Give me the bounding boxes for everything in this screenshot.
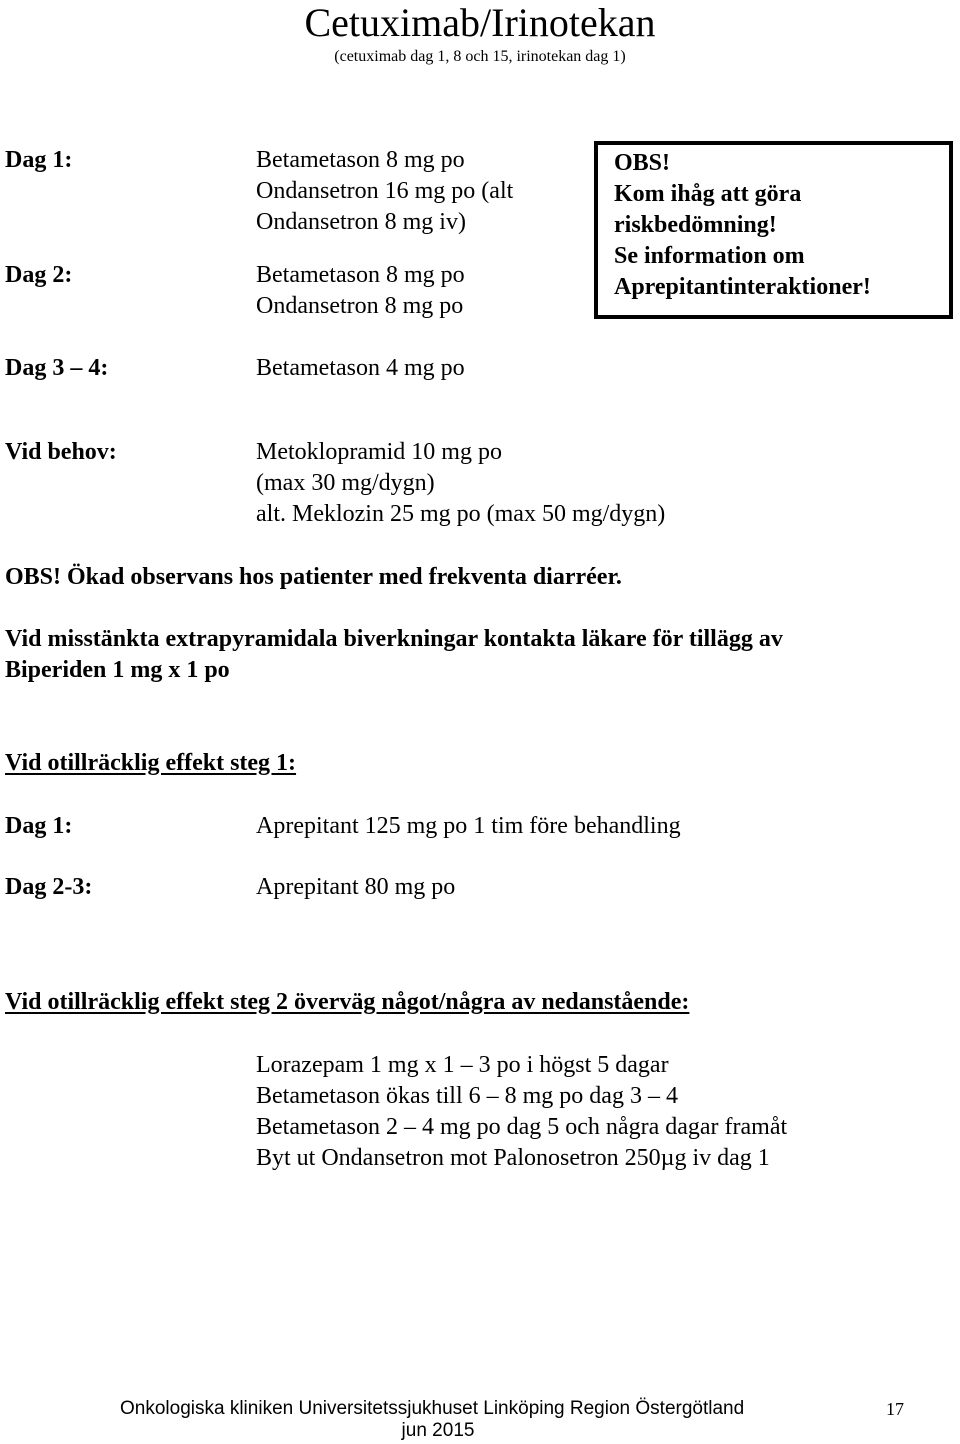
obs-box-line: Aprepitantinteraktioner! — [614, 274, 871, 300]
page-number: 17 — [886, 1399, 904, 1419]
step1-heading: Vid otillräcklig effekt steg 1: — [5, 750, 297, 776]
step2-line: Betametason ökas till 6 – 8 mg po dag 3 – 4 — [256, 1083, 678, 1109]
page-subtitle: (cetuximab dag 1, 8 och 15, irinotekan dag 1) — [334, 48, 626, 65]
schedule-line: Ondansetron 8 mg iv) — [256, 209, 466, 235]
obs-diarrhea-note: OBS! Ökad observans hos patienter med frekventa diarréer. — [5, 564, 622, 590]
obs-box-line: Se information om — [614, 243, 805, 269]
schedule-label-dag-3-4: Dag 3 – 4: — [5, 355, 109, 381]
schedule-line: Metoklopramid 10 mg po — [256, 439, 502, 465]
schedule-label-dag-1: Dag 1: — [5, 147, 73, 173]
step2-heading: Vid otillräcklig effekt steg 2 överväg något/några av nedanstående: — [5, 989, 690, 1015]
schedule-line: Betametason 8 mg po — [256, 262, 465, 288]
footer-date: jun 2015 — [401, 1420, 475, 1441]
step2-line: Byt ut Ondansetron mot Palonosetron 250µg iv dag 1 — [256, 1145, 770, 1171]
extrapyramidal-note-line-2: Biperiden 1 mg x 1 po — [5, 657, 230, 683]
step1-text: Aprepitant 80 mg po — [256, 874, 456, 900]
schedule-line: Ondansetron 8 mg po — [256, 293, 464, 319]
schedule-label-vid-behov: Vid behov: — [5, 439, 117, 465]
obs-box-line: Kom ihåg att göra — [614, 181, 802, 207]
step1-label-dag-1: Dag 1: — [5, 813, 73, 839]
schedule-line: alt. Meklozin 25 mg po (max 50 mg/dygn) — [256, 501, 666, 527]
step1-label-dag-2-3: Dag 2-3: — [5, 874, 93, 900]
page-title: Cetuximab/Irinotekan — [304, 0, 656, 45]
schedule-label-dag-2: Dag 2: — [5, 262, 73, 288]
schedule-line: Ondansetron 16 mg po (alt — [256, 178, 514, 204]
schedule-line: Betametason 8 mg po — [256, 147, 465, 173]
extrapyramidal-note-line-1: Vid misstänkta extrapyramidala biverkningar kontakta läkare för tillägg av — [5, 626, 783, 652]
step2-line: Betametason 2 – 4 mg po dag 5 och några dagar framåt — [256, 1114, 788, 1140]
schedule-line: (max 30 mg/dygn) — [256, 470, 435, 496]
obs-box-line: OBS! — [614, 150, 671, 176]
obs-box-line: riskbedömning! — [614, 212, 777, 238]
footer-institution: Onkologiska kliniken Universitetssjukhuset Linköping Region Östergötland — [120, 1398, 745, 1419]
schedule-line: Betametason 4 mg po — [256, 355, 465, 381]
obs-warning-box — [594, 141, 953, 319]
step2-line: Lorazepam 1 mg x 1 – 3 po i högst 5 dagar — [256, 1052, 669, 1078]
step1-text: Aprepitant 125 mg po 1 tim före behandling — [256, 813, 681, 839]
